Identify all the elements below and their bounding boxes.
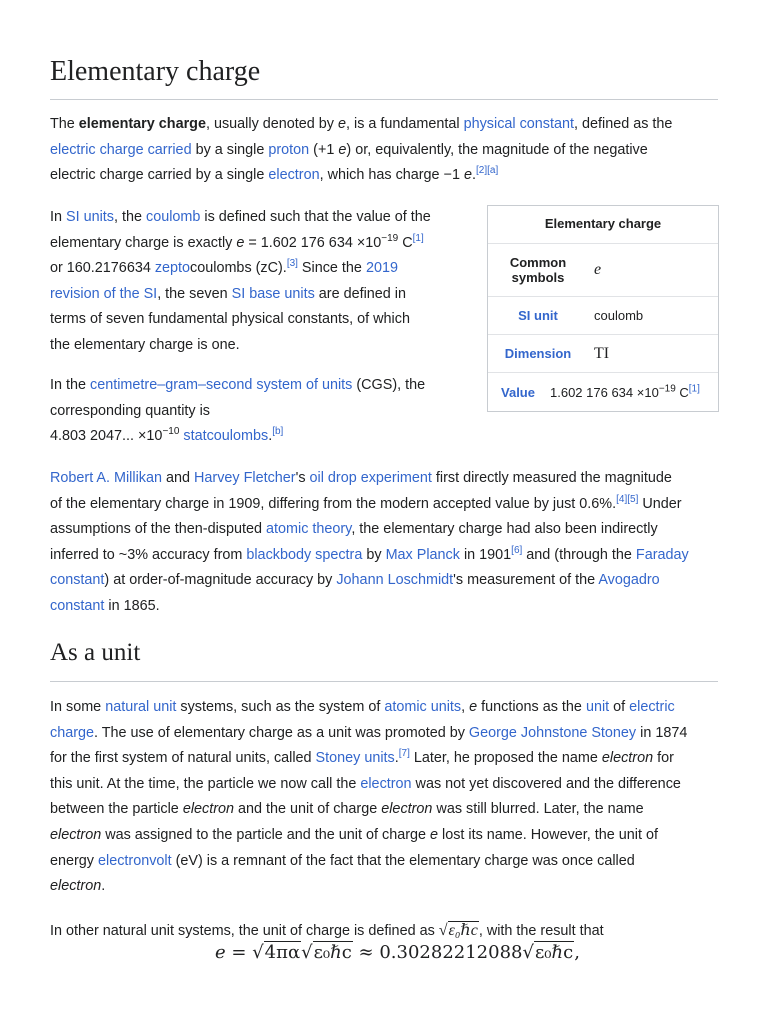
link-avogadro[interactable]: Avogadro bbox=[598, 572, 660, 589]
text: by a single bbox=[191, 141, 269, 158]
text: was still blurred. Later, the name bbox=[432, 801, 644, 818]
infobox-label-link[interactable] bbox=[488, 338, 588, 369]
text: Later, he proposed the name bbox=[409, 750, 602, 767]
text: , is a fundamental bbox=[346, 116, 464, 132]
section-divider bbox=[50, 681, 718, 682]
text: in 1901 bbox=[459, 546, 512, 563]
text: for bbox=[653, 750, 674, 767]
text: of bbox=[609, 699, 630, 715]
text: functions as the bbox=[477, 699, 586, 715]
text: elementary charge is exactly bbox=[50, 234, 237, 251]
exponent: −10 bbox=[162, 426, 180, 438]
link-natural-unit[interactable]: natural unit bbox=[105, 699, 177, 715]
link-2019-revision[interactable]: revision of the SI bbox=[50, 285, 158, 302]
link-zepto[interactable]: zepto bbox=[154, 260, 191, 277]
italic-term: electron bbox=[50, 878, 102, 895]
text: The bbox=[50, 116, 79, 132]
text: or 160.2176634 bbox=[50, 260, 155, 277]
infobox-label: Common symbols bbox=[509, 255, 567, 285]
link-atomic-theory[interactable]: atomic theory bbox=[266, 521, 352, 538]
text: was assigned to the particle and the unit of charge bbox=[101, 826, 430, 843]
title-divider bbox=[50, 99, 718, 100]
infobox bbox=[487, 205, 719, 412]
formula-lhs: e = bbox=[215, 942, 253, 963]
reference-link[interactable]: [6] bbox=[511, 544, 523, 556]
link-faraday[interactable]: constant bbox=[50, 572, 105, 589]
infobox-row-symbols bbox=[488, 243, 718, 296]
link-coulomb[interactable]: coulomb bbox=[146, 209, 201, 225]
text: first directly measured the magnitude bbox=[431, 470, 672, 486]
text: 's measurement of the bbox=[453, 572, 599, 589]
formula-value: ≈ 0.30282212088 bbox=[352, 942, 523, 963]
link-si-unit[interactable]: SI unit bbox=[518, 308, 558, 323]
infobox-value bbox=[548, 377, 718, 408]
reference-link[interactable]: [2][a] bbox=[476, 165, 499, 177]
bold-term: elementary charge bbox=[78, 116, 206, 132]
text: = 1.602 176 634 ×10 bbox=[244, 234, 382, 251]
symbol-e: e bbox=[463, 167, 472, 184]
infobox-row-value bbox=[488, 372, 718, 411]
text: in 1874 bbox=[636, 724, 688, 741]
text: energy bbox=[50, 852, 98, 869]
text: systems, such as the system of bbox=[176, 699, 385, 715]
text: was not yet discovered and the difference bbox=[411, 775, 681, 792]
value-text: 1.602 176 634 ×10 bbox=[550, 384, 659, 400]
text: of the elementary charge in 1909, differing from the modern accepted value by just 0.6%. bbox=[50, 495, 617, 512]
link-si-base-units[interactable]: SI base units bbox=[231, 285, 315, 302]
text: . bbox=[394, 750, 399, 767]
si-paragraph bbox=[50, 205, 470, 359]
text: is defined such that the value of the bbox=[200, 209, 431, 225]
italic-term: electron bbox=[50, 826, 102, 843]
link-blackbody[interactable]: blackbody spectra bbox=[246, 546, 363, 563]
text: . bbox=[472, 167, 476, 184]
infobox-row-dimension bbox=[488, 334, 718, 372]
formula-end: , bbox=[574, 942, 580, 963]
sqrt-content: ε₀ℏc bbox=[313, 942, 352, 963]
link-oil-drop[interactable]: oil drop experiment bbox=[309, 470, 432, 486]
link-electronvolt[interactable]: electronvolt bbox=[98, 852, 172, 869]
text: assumptions of the then-disputed bbox=[50, 521, 266, 538]
infobox-title: Elementary charge bbox=[544, 216, 662, 231]
unit-paragraph bbox=[50, 695, 720, 900]
text: (eV) is a remnant of the fact that the elementary charge was once called bbox=[171, 852, 635, 869]
symbol-e: e bbox=[594, 261, 602, 278]
infobox-label-link[interactable] bbox=[488, 377, 548, 408]
text: , the elementary charge had also been indirectly bbox=[351, 521, 658, 538]
text: between the particle bbox=[50, 801, 183, 818]
link-value[interactable]: Value bbox=[501, 384, 535, 400]
link-si-units[interactable]: SI units bbox=[66, 209, 114, 225]
page-title: Elementary charge bbox=[50, 56, 261, 87]
history-paragraph bbox=[50, 466, 720, 620]
symbol-e: e bbox=[236, 234, 245, 251]
sqrt-content: 4πα bbox=[264, 942, 301, 963]
text: , defined as the bbox=[574, 116, 673, 132]
dimension-symbol: TI bbox=[594, 344, 610, 362]
text: , the bbox=[114, 209, 146, 225]
link-electric-charge[interactable]: electric bbox=[629, 699, 675, 715]
reference-link[interactable]: [3] bbox=[286, 258, 298, 270]
sqrt-content: ε₀ℏc bbox=[534, 942, 574, 963]
link-electric-charge[interactable]: charge bbox=[50, 724, 95, 741]
other-units-paragraph bbox=[50, 918, 720, 945]
symbol-e: e bbox=[338, 116, 347, 132]
text: , the seven bbox=[157, 285, 232, 302]
text: in 1865. bbox=[104, 597, 160, 614]
text: are defined in bbox=[314, 285, 407, 302]
text: In some bbox=[50, 699, 106, 715]
italic-term: electron bbox=[182, 801, 235, 818]
infobox-row-si-unit bbox=[488, 296, 718, 334]
text: and bbox=[161, 470, 194, 486]
link-physical-constant[interactable]: physical constant bbox=[463, 116, 574, 132]
infobox-value: coulomb bbox=[594, 308, 644, 323]
link-millikan[interactable]: Robert A. Millikan bbox=[50, 470, 162, 486]
text: ) or, equivalently, the magnitude of the negative bbox=[346, 141, 648, 158]
text: for the first system of natural units, called bbox=[50, 750, 316, 767]
reference-link[interactable]: [1] bbox=[688, 383, 700, 395]
link-planck[interactable]: Max Planck bbox=[385, 546, 460, 563]
cgs-paragraph bbox=[50, 373, 470, 450]
sqrt-content: ε₀ℏc bbox=[448, 922, 478, 939]
link-fletcher[interactable]: Harvey Fletcher bbox=[194, 470, 296, 486]
link-unit[interactable]: unit bbox=[585, 699, 610, 715]
text: ) at order-of-magnitude accuracy by bbox=[104, 572, 337, 589]
infobox-value bbox=[588, 337, 718, 371]
text: In bbox=[50, 209, 66, 225]
link-cgs[interactable]: centimetre–gram–second system of units bbox=[90, 377, 353, 393]
reference-link[interactable]: [1] bbox=[412, 232, 424, 244]
text: C bbox=[398, 234, 413, 251]
reference-link[interactable]: [b] bbox=[272, 426, 284, 438]
exponent: −19 bbox=[381, 232, 399, 244]
link-stoney-units[interactable]: Stoney units bbox=[315, 750, 395, 767]
text: . bbox=[101, 878, 106, 895]
reference-link[interactable]: [4][5] bbox=[616, 493, 639, 505]
link-2019-revision[interactable]: 2019 bbox=[365, 260, 398, 277]
infobox-value bbox=[588, 253, 718, 287]
text: inferred to ~3% accuracy from bbox=[50, 546, 247, 563]
text: Under bbox=[638, 495, 682, 512]
link-atomic-units[interactable]: atomic units bbox=[384, 699, 462, 715]
symbol-e: e bbox=[338, 141, 347, 158]
display-formula: e = √4πα√ε₀ℏc ≈ 0.30282212088√ε₀ℏc, bbox=[215, 942, 580, 963]
link-loschmidt[interactable]: Johann Loschmidt bbox=[336, 572, 454, 589]
text: , bbox=[461, 699, 470, 715]
italic-term: electron bbox=[601, 750, 654, 767]
reference-link[interactable]: [7] bbox=[398, 748, 410, 760]
intro-paragraph bbox=[50, 112, 718, 189]
link-electron[interactable]: electron bbox=[360, 775, 412, 792]
text: (CGS), the bbox=[352, 377, 426, 393]
text: 4.803 2047... ×10 bbox=[50, 428, 163, 445]
text: (+1 bbox=[309, 141, 339, 158]
link-faraday[interactable]: Faraday bbox=[635, 546, 689, 563]
text: and the unit of charge bbox=[234, 801, 382, 818]
section-title: As a unit bbox=[50, 639, 141, 666]
link-stoney[interactable]: George Johnstone Stoney bbox=[468, 724, 637, 741]
text: In the bbox=[50, 377, 91, 393]
link-proton[interactable]: proton bbox=[268, 141, 310, 158]
exponent: −19 bbox=[658, 383, 676, 395]
text: terms of seven fundamental physical constants, of which bbox=[50, 311, 410, 328]
infobox-label-link[interactable] bbox=[488, 300, 588, 331]
text: In other natural unit systems, the unit of charge is defined as bbox=[50, 923, 439, 939]
text: 's bbox=[295, 470, 310, 486]
italic-term: electron bbox=[381, 801, 433, 818]
text: , which has charge −1 bbox=[319, 167, 464, 184]
text: this unit. At the time, the particle we now call the bbox=[50, 775, 361, 792]
text: , usually denoted by bbox=[205, 116, 338, 132]
unit-text: C bbox=[675, 384, 689, 400]
inline-formula: √ε₀ℏc bbox=[438, 922, 478, 939]
symbol-e: e bbox=[469, 699, 478, 715]
text: electric charge carried by a single bbox=[50, 167, 269, 184]
text: and (through the bbox=[522, 546, 636, 563]
text: . The use of elementary charge as a unit was promoted by bbox=[94, 724, 469, 741]
link-avogadro[interactable]: constant bbox=[50, 597, 105, 614]
link-electron[interactable]: electron bbox=[268, 167, 320, 184]
text: corresponding quantity is bbox=[50, 402, 210, 419]
link-dimension[interactable]: Dimension bbox=[504, 346, 572, 361]
text: Since the bbox=[297, 260, 366, 277]
text: lost its name. However, the unit of bbox=[438, 826, 658, 843]
link-statcoulombs[interactable]: statcoulombs bbox=[183, 428, 269, 445]
text: coulombs (zC). bbox=[190, 260, 287, 277]
symbol-e: e bbox=[430, 826, 439, 843]
link-electric-charge[interactable]: electric charge carried bbox=[50, 141, 192, 158]
text: the elementary charge is one. bbox=[50, 336, 240, 353]
text: , with the result that bbox=[478, 923, 604, 939]
text: . bbox=[268, 428, 273, 445]
text: by bbox=[362, 546, 386, 563]
